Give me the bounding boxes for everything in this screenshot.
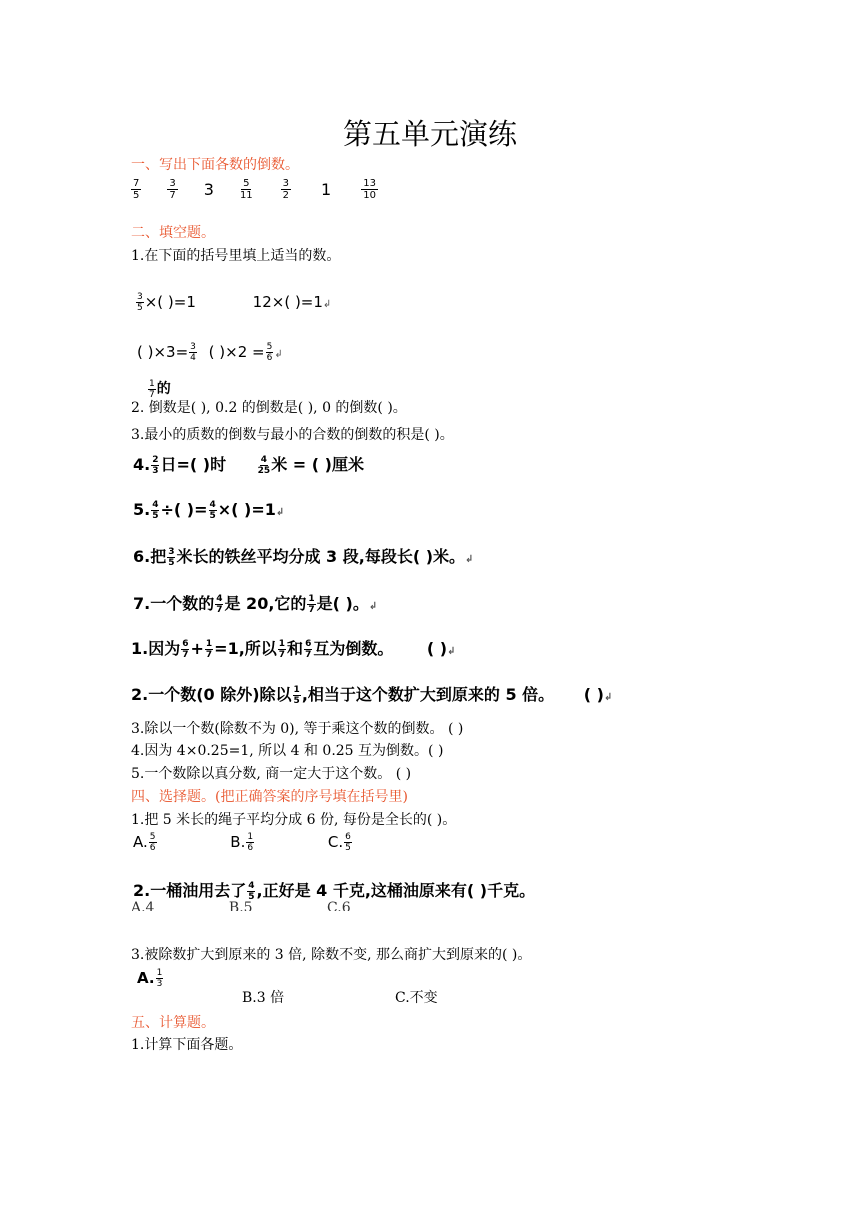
fill-q1-row1: $\frac{3}{5}$ ×( )=1 12×( )=1↲ <box>137 292 332 313</box>
choice-q3: 3.被除数扩大到原来的 3 倍, 除数不变, 那么商扩大到原来的( )。 <box>131 947 532 963</box>
whole-number: 1 <box>321 180 332 199</box>
whole-number: 3 <box>203 180 214 199</box>
section-5-heading: 五、计算题。 <box>131 1015 215 1031</box>
calc-q1: 1.计算下面各题。 <box>131 1037 243 1053</box>
q1a-text: ×( )=1 <box>144 293 196 311</box>
fraction: $\frac{13}{10}$ <box>363 178 376 201</box>
fraction: $\frac{3}{7}$ <box>169 178 176 201</box>
choice-q1: 1.把 5 米长的绳子平均分成 6 份, 每份是全长的( )。 <box>131 812 457 828</box>
fill-q3: 3.最小的质数的倒数与最小的合数的倒数的积是( )。 <box>131 427 454 443</box>
q1d-text: ( )×2 = <box>208 343 265 361</box>
fill-q5: 5. $\frac{4}{5}$ ÷( )= $\frac{4}{5}$ ×( )=1↲ <box>133 500 285 521</box>
fill-q1: 1.在下面的括号里填上适当的数。 <box>131 248 341 264</box>
fill-q7: 7.一个数的 $\frac{4}{7}$ 是 20,它的 $\frac{1}{7}$ 是( )。↲ <box>133 594 378 615</box>
fraction: $\frac{3}{2}$ <box>282 178 290 201</box>
judge-q3: 3.除以一个数(除数不为 0), 等于乘这个数的倒数。 ( ) <box>131 721 464 737</box>
q1c-text: ( )×3= <box>137 343 189 361</box>
fraction: $\frac{3}{5}$ <box>137 292 143 313</box>
judge-q1: 1.因为 $\frac{6}{7}$ + $\frac{1}{7}$ =1,所以 $\frac{1}{7}$ 和 $\frac{6}{7}$ 互为倒数。 ( )↲ <box>131 639 456 660</box>
choice-q3-option-a: A. $\frac{1}{3}$ <box>137 968 163 989</box>
choice-q3-option-b: B.3 倍 <box>242 990 285 1006</box>
section-1-heading: 一、写出下面各数的倒数。 <box>131 157 299 173</box>
choice-q2: 2.一桶油用去了 $\frac{4}{5}$ ,正好是 4 千克,这桶油原来有( )千克。 <box>133 881 536 902</box>
choice-q2-options: A.4 B.5 C.6 <box>131 900 351 911</box>
judge-q2: 2.一个数(0 除外)除以 $\frac{1}{5}$ ,相当于这个数扩大到原来的 5 倍。 ( )↲ <box>131 685 613 706</box>
section-4-heading: 四、选择题。(把正确答案的序号填在括号里) <box>131 789 408 805</box>
q1b-text: 12×( )=1 <box>252 293 323 311</box>
fill-q1-row2: ( )×3= $\frac{3}{4}$ ( )×2 = $\frac{5}{6}$ ↲ <box>137 342 283 363</box>
fraction: $\frac{5}{11}$ <box>239 178 253 201</box>
choice-q1-options: A. $\frac{5}{6}$ B. $\frac{1}{6}$ C. $\frac{6}{5}$ <box>133 832 351 853</box>
fill-q2: 2. 倒数是( ), 0.2 的倒数是( ), 0 的倒数( )。 <box>131 400 407 416</box>
judge-q4: 4.因为 4×0.25=1, 所以 4 和 0.25 互为倒数。( ) <box>131 743 444 759</box>
section-2-heading: 二、填空题。 <box>131 225 215 241</box>
fraction: $\frac{7}{5}$ <box>133 178 140 201</box>
q2-de: 的 <box>156 381 171 397</box>
choice-q3-option-c: C.不变 <box>395 990 438 1006</box>
fill-q4: 4. $\frac{2}{3}$ 日=( )时 $\frac{4}{25}$ 米 = ( )厘米 <box>133 455 364 476</box>
fill-q6: 6.把 $\frac{3}{5}$ 米长的铁丝平均分成 3 段,每段长( )米。↲ <box>133 547 474 568</box>
reciprocal-list <box>131 178 378 201</box>
judge-q5: 5.一个数除以真分数, 商一定大于这个数。 ( ) <box>131 766 412 782</box>
page-title: 第五单元演练 <box>342 117 517 151</box>
q2-fraction: $\frac{1}{7}$ 的 <box>149 378 171 400</box>
